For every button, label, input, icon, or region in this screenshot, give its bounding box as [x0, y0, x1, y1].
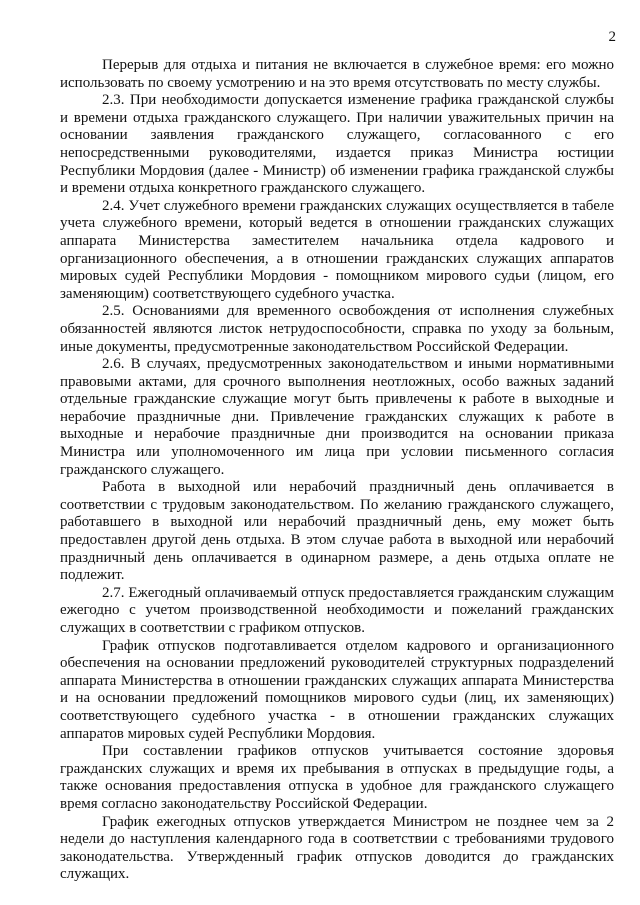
paragraph-break-time: Перерыв для отдыха и питания не включается в служебное время: его можно использовать по своему усмотрению и на это время отсутствовать по месту службы.: [60, 57, 614, 91]
paragraph-2-5: 2.5. Основаниями для временного освобождения от исполнения служебных обязанностей являются листок нетрудоспособности, справка по уходу за больным, иные документы, предусмотренные законодательством Российской Федерации.: [60, 303, 614, 355]
paragraph-2-4: 2.4. Учет служебного времени гражданских служащих осуществляется в табеле учета служебного времени, который ведется в отношении гражданских служащих аппарата Министерства заместителем начальника отдела кадрового и организационного обеспечения, а в отношении гражданских служащих аппаратов мировых судей Республики Мордовия - помощником мирового судьи (лицом, его заменяющим) соответствующего судебного участка.: [60, 197, 614, 302]
page-number: 2: [608, 29, 616, 45]
paragraph-vacation-schedule-factors: При составлении графиков отпусков учитывается состояние здоровья гражданских служащих и время их пребывания в отпусках в предыдущие годы, а также основания предоставления отпуска в удобное для гражданского служащего время согласно законодательству Российской Федерации.: [60, 743, 614, 812]
document-body: [60, 57, 614, 884]
paragraph-vacation-schedule-approval: График ежегодных отпусков утверждается Министром не позднее чем за 2 недели до наступления календарного года в соответствии с требованиями трудового законодательства. Утвержденный график отпусков доводится до гражданских служащих.: [60, 813, 614, 883]
paragraph-holiday-pay: Работа в выходной или нерабочий праздничный день оплачивается в соответствии с трудовым законодательством. По желанию гражданского служащего, работавшего в выходной или нерабочий праздничный день, ему может быть предоставлен другой день отдыха. В этом случае работа в выходной или нерабочий праздничный день оплачивается в одинарном размере, а день отдыха оплате не подлежит.: [60, 479, 614, 584]
paragraph-vacation-schedule-prep: График отпусков подготавливается отделом кадрового и организационного обеспечения на основании предложений руководителей структурных подразделений аппарата Министерства в отношении гражданских служащих аппарата Министерства и на основании предложений помощников мирового судьи (лиц, их заменяющих) соответствующего судебного участка - в отношении гражданских служащих аппаратов мировых судей Республики Мордовия.: [60, 637, 614, 742]
paragraph-2-6: 2.6. В случаях, предусмотренных законодательством и иными нормативными правовыми актами, для срочного выполнения неотложных, особо важных заданий отдельные гражданские служащие могут быть привлечены к работе в выходные и нерабочие праздничные дни. Привлечение гражданских служащих к работе в выходные и нерабочие праздничные дни производится на основании приказа Министра или уполномоченного им лица при условии письменного согласия гражданского служащего.: [60, 356, 614, 478]
paragraph-2-7: 2.7. Ежегодный оплачиваемый отпуск предоставляется гражданским служащим ежегодно с учетом производственной необходимости и пожеланий гражданских служащих в соответствии с графиком отпусков.: [60, 584, 614, 636]
paragraph-2-3: 2.3. При необходимости допускается изменение графика гражданской службы и времени отдыха гражданского служащего. При наличии уважительных причин на основании заявления гражданского служащего, согласованного с его непосредственными руководителями, издается приказ Министра юстиции Республики Мордовия (далее - Министр) об изменении графика гражданской службы и времени отдыха конкретного гражданского служащего.: [60, 92, 614, 197]
